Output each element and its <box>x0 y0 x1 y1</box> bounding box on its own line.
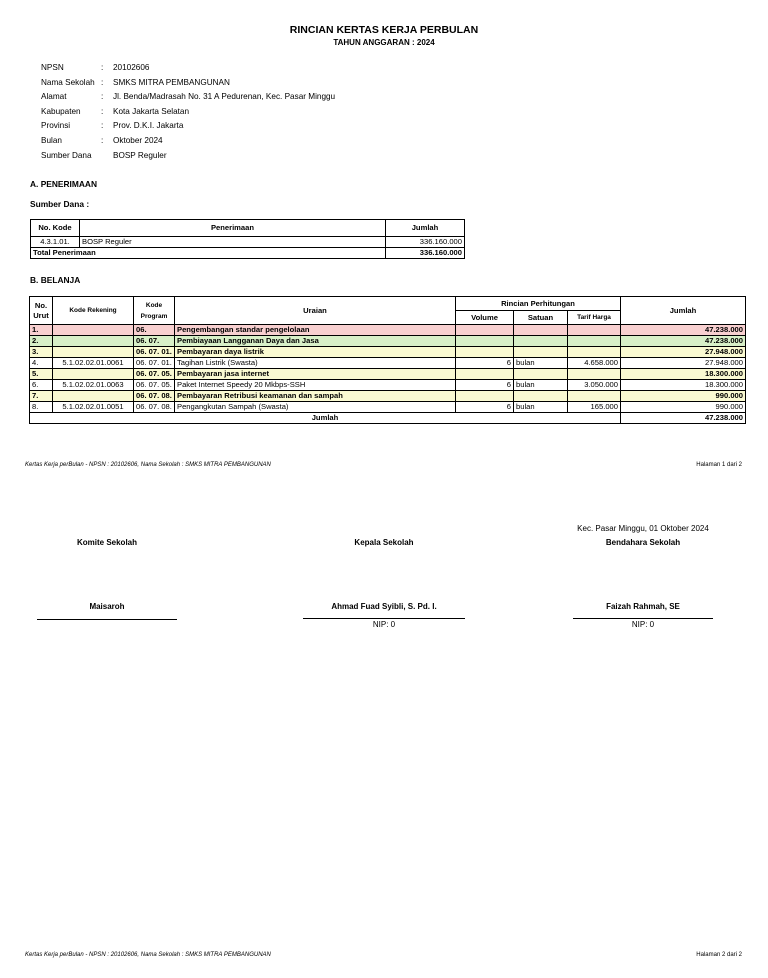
kepala-name: Ahmad Fuad Syibli, S. Pd. I. <box>331 602 437 611</box>
col-satuan: Satuan <box>514 311 568 325</box>
place-date: Kec. Pasar Minggu, 01 Oktober 2024 <box>577 524 709 533</box>
col-no-kode: No. Kode <box>31 220 80 237</box>
table-row: 4.3.1.01. BOSP Reguler 336.160.000 <box>31 237 465 248</box>
table-row: 4. 5.1.02.02.01.0061 06. 07. 01. Tagihan Listrik (Swasta) 6 bulan 4.658.000 27.948.000 <box>30 358 746 369</box>
table-header-row <box>31 220 465 237</box>
info-row-npsn: NPSN : 20102606 <box>41 63 150 72</box>
belanja-table <box>29 296 746 424</box>
col-kode-rekening: Kode Rekening <box>53 297 134 325</box>
info-row-kabupaten: Kabupaten : Kota Jakarta Selatan <box>41 106 190 116</box>
info-row-provinsi: Provinsi : Prov. D.K.I. Jakarta <box>41 121 184 131</box>
col-no-urut: No. Urut <box>30 297 53 325</box>
table-row: 6. 5.1.02.02.01.0063 06. 07. 05. Paket Internet Speedy 20 Mkbps-SSH 6 bulan 3.050.000 18.300.000 <box>30 380 746 391</box>
bendahara-name: Faizah Rahmah, SE <box>606 602 680 611</box>
info-row-sumber-dana: Sumber Dana BOSP Reguler <box>41 150 167 160</box>
info-row-alamat: Alamat : Jl. Benda/Madrasah No. 31 A Pedurenan, Kec. Pasar Minggu <box>41 92 336 102</box>
penerimaan-table <box>30 219 465 259</box>
komite-name: Maisaroh <box>89 602 125 611</box>
page-number-2: Halaman 2 dari 2 <box>696 952 742 958</box>
table-row: 5. 06. 07. 05. Pembayaran jasa internet 18.300.000 <box>30 369 746 380</box>
bendahara-nip: NIP: 0 <box>631 620 655 629</box>
col-penerimaan: Penerimaan <box>80 220 386 237</box>
komite-role: Komite Sekolah <box>76 538 137 547</box>
sumber-dana-label: Sumber Dana : <box>30 199 90 209</box>
table-row: 7. 06. 07. 08. Pembayaran Retribusi keamanan dan sampah 990.000 <box>30 391 746 402</box>
total-row: Total Penerimaan 336.160.000 <box>31 248 465 259</box>
table-header-row <box>30 297 746 311</box>
page-number: Halaman 1 dari 2 <box>696 462 742 468</box>
table-row: 3. 06. 07. 01. Pembayaran daya listrik 27.948.000 <box>30 347 746 358</box>
komite-signature-line <box>37 619 177 620</box>
total-row: Jumlah 47.238.000 <box>30 413 746 424</box>
info-row-bulan: Bulan : Oktober 2024 <box>41 135 163 145</box>
kepala-role: Kepala Sekolah <box>354 538 414 547</box>
document-title: RINCIAN KERTAS KERJA PERBULAN <box>289 24 479 36</box>
footer-note: Kertas Kerja perBulan - NPSN : 20102606, Nama Sekolah : SMKS MITRA PEMBANGUNAN <box>25 462 271 468</box>
school-info <box>41 63 335 165</box>
footer-note-page2: Kertas Kerja perBulan - NPSN : 20102606, Nama Sekolah : SMKS MITRA PEMBANGUNAN <box>25 952 271 958</box>
table-row: 1. 06. Pengembangan standar pengelolaan 47.238.000 <box>30 325 746 336</box>
col-kode-program: Kode Program <box>134 297 175 325</box>
table-row: 8. 5.1.02.02.01.0051 06. 07. 08. Pengangkutan Sampah (Swasta) 6 bulan 165.000 990.000 <box>30 402 746 413</box>
col-uraian: Uraian <box>175 297 456 325</box>
info-row-nama-sekolah: Nama Sekolah : SMKS MITRA PEMBANGUNAN <box>41 77 230 87</box>
document-subtitle: TAHUN ANGGARAN : 2024 <box>333 38 435 47</box>
table-row: 2. 06. 07. Pembiayaan Langganan Daya dan Jasa 47.238.000 <box>30 336 746 347</box>
kepala-nip: NIP: 0 <box>372 620 396 629</box>
section-belanja-title: B. BELANJA <box>30 275 81 285</box>
col-rincian-perhitungan: Rincian Perhitungan <box>456 297 621 311</box>
section-penerimaan-title: A. PENERIMAAN <box>30 179 98 189</box>
col-tarif-harga: Tarif Harga <box>568 311 621 325</box>
kepala-signature-line <box>303 618 465 619</box>
col-volume: Volume <box>456 311 514 325</box>
col-jumlah: Jumlah <box>386 220 465 237</box>
bendahara-role: Bendahara Sekolah <box>605 538 681 547</box>
col-jumlah: Jumlah <box>621 297 746 325</box>
bendahara-signature-line <box>573 618 713 619</box>
